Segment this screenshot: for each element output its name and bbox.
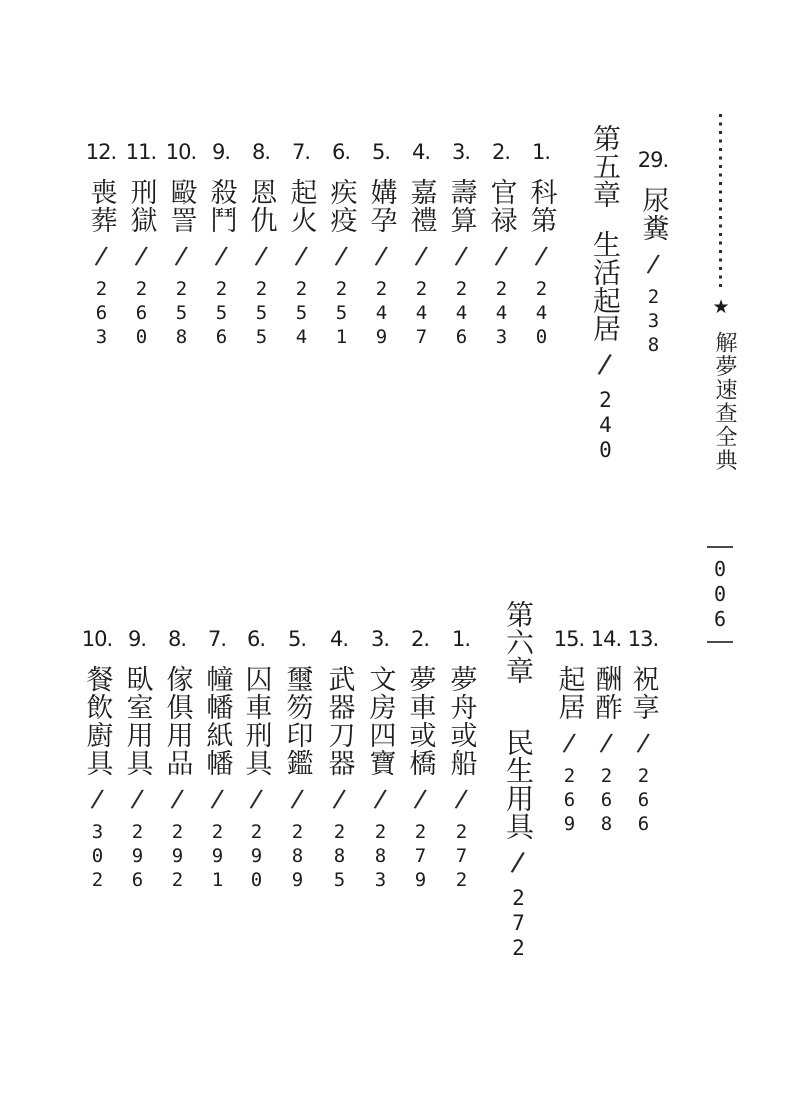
toc-item: [319, 140, 363, 350]
chapter-heading: [581, 124, 629, 463]
toc-item-page: 256: [210, 278, 233, 350]
toc-item-page: 238: [642, 286, 665, 358]
toc-item-page: 254: [290, 278, 313, 350]
toc-item: [317, 627, 361, 893]
toc-item-page: 302: [86, 821, 109, 893]
toc-item-number: 10.: [165, 140, 197, 164]
slash-separator: /: [213, 240, 229, 271]
toc-item-page: 243: [490, 278, 513, 350]
toc-item-page: 269: [558, 765, 581, 837]
toc-item-title: 壽算: [445, 178, 477, 234]
toc-item: [358, 627, 402, 893]
toc-item-title: 餐飲廚具: [81, 665, 113, 777]
slash-separator: /: [412, 783, 428, 814]
toc-item: [398, 627, 442, 893]
slash-separator: /: [133, 240, 149, 271]
slash-separator: /: [372, 783, 388, 814]
toc-item-page: 260: [130, 278, 153, 350]
slash-separator: /: [453, 783, 469, 814]
slash-separator: /: [331, 783, 347, 814]
slash-separator: /: [93, 240, 109, 271]
chapter-title: 民生用具: [502, 728, 535, 840]
toc-item-title: 嘉禮: [405, 178, 437, 234]
toc-item: [199, 140, 243, 350]
toc-item-number: 3.: [370, 627, 390, 651]
chapter-heading: [494, 600, 542, 961]
toc-item-title: 武器刀器: [323, 665, 355, 777]
toc-item-title: 殺鬥: [205, 178, 237, 234]
toc-item: [159, 140, 203, 350]
slash-separator: /: [645, 248, 661, 279]
slash-separator: /: [509, 846, 527, 879]
toc-item: [75, 627, 119, 893]
toc-item: [439, 627, 483, 893]
toc-item-number: 3.: [451, 140, 471, 164]
slash-separator: /: [248, 783, 264, 814]
toc-item-title: 刑獄: [125, 178, 157, 234]
toc-item-title: 恩仇: [245, 178, 277, 234]
slash-separator: /: [373, 240, 389, 271]
folio-dash-bottom: [707, 641, 733, 643]
slash-separator: /: [533, 240, 549, 271]
toc-item-title: 臥室用具: [121, 665, 153, 777]
toc-item-title: 祝享: [627, 665, 659, 721]
slash-separator: /: [89, 783, 105, 814]
toc-item-title: 夢舟或船: [445, 665, 477, 777]
toc-item-page: 249: [370, 278, 393, 350]
toc-item-number: 8.: [251, 140, 271, 164]
toc-item-number: 5.: [287, 627, 307, 651]
toc-item-title: 毆詈: [165, 178, 197, 234]
toc-item-page: 268: [595, 765, 618, 837]
slash-separator: /: [293, 240, 309, 271]
toc-item-page: 292: [166, 821, 189, 893]
toc-item-title: 官禄: [485, 178, 517, 234]
toc-item-page: 266: [632, 765, 655, 837]
chapter-page: 240: [593, 388, 618, 463]
slash-separator: /: [333, 240, 349, 271]
slash-separator: /: [289, 783, 305, 814]
toc-item-number: 14.: [590, 627, 622, 651]
star-icon: ★: [712, 296, 730, 318]
toc-item-number: 5.: [371, 140, 391, 164]
toc-item-title: 傢俱用品: [161, 665, 193, 777]
book-title: 解夢速查全典: [712, 331, 737, 472]
toc-item-page: 283: [369, 821, 392, 893]
chapter-label: 第五章: [589, 124, 622, 208]
toc-item-page: 246: [450, 278, 473, 350]
toc-item-page: 251: [330, 278, 353, 350]
toc-item-number: 9.: [211, 140, 231, 164]
toc-item-page: 247: [410, 278, 433, 350]
chapter-title: 生活起居: [589, 230, 622, 342]
chapter-page: 272: [506, 886, 531, 961]
slash-separator: /: [453, 240, 469, 271]
slash-separator: /: [129, 783, 145, 814]
toc-item-page: 255: [250, 278, 273, 350]
toc-item-page: 291: [206, 821, 229, 893]
folio-dash-top: [707, 546, 733, 548]
slash-separator: /: [173, 240, 189, 271]
toc-item-number: 4.: [411, 140, 431, 164]
toc-item: [195, 627, 239, 893]
chapter-label: 第六章: [502, 600, 535, 684]
toc-item-number: 9.: [127, 627, 147, 651]
toc-item-number: 2.: [410, 627, 430, 651]
slash-separator: /: [493, 240, 509, 271]
toc-item-title: 幢幡紙幡: [201, 665, 233, 777]
toc-item: [155, 627, 199, 893]
slash-separator: /: [169, 783, 185, 814]
toc-item-title: 尿糞: [637, 186, 669, 242]
toc-item-number: 10.: [81, 627, 113, 651]
slash-separator: /: [413, 240, 429, 271]
toc-item-title: 囚車刑具: [240, 665, 272, 777]
toc-item-title: 夢車或橋: [404, 665, 436, 777]
toc-item-title: 起火: [285, 178, 317, 234]
toc-item-page: 263: [90, 278, 113, 350]
toc-item-title: 科第: [525, 178, 557, 234]
dotted-leader-line: [719, 114, 722, 292]
toc-item-number: 13.: [627, 627, 659, 651]
toc-item-number: 2.: [491, 140, 511, 164]
toc-item-number: 6.: [246, 627, 266, 651]
toc-item-title: 文房四寶: [364, 665, 396, 777]
toc-item: [439, 140, 483, 350]
toc-item-page: 290: [245, 821, 268, 893]
toc-item-title: 璽笏印鑑: [281, 665, 313, 777]
toc-item-title: 疾疫: [325, 178, 357, 234]
slash-separator: /: [561, 727, 577, 758]
toc-item-title: 喪葬: [85, 178, 117, 234]
toc-item-number: 4.: [329, 627, 349, 651]
page-number: 006: [708, 557, 732, 632]
slash-separator: /: [635, 727, 651, 758]
toc-item: [399, 140, 443, 350]
slash-separator: /: [598, 727, 614, 758]
toc-item: [479, 140, 523, 350]
toc-item-title: 起居: [553, 665, 585, 721]
toc-item: [115, 627, 159, 893]
slash-separator: /: [253, 240, 269, 271]
toc-item: [79, 140, 123, 350]
toc-item: [279, 140, 323, 350]
toc-item-number: 11.: [125, 140, 157, 164]
toc-item: [631, 148, 675, 358]
toc-item: [119, 140, 163, 350]
toc-item: [547, 627, 591, 837]
toc-item-number: 12.: [85, 140, 117, 164]
toc-item-number: 6.: [331, 140, 351, 164]
toc-item-page: 240: [530, 278, 553, 350]
toc-item-number: 1.: [531, 140, 551, 164]
toc-item-page: 279: [409, 821, 432, 893]
folio: [703, 546, 737, 643]
toc-item-number: 29.: [637, 148, 669, 172]
toc-item-number: 1.: [451, 627, 471, 651]
slash-separator: /: [596, 348, 614, 381]
toc-item-number: 7.: [291, 140, 311, 164]
toc-item: [239, 140, 283, 350]
toc-item-page: 289: [286, 821, 309, 893]
toc-item: [359, 140, 403, 350]
toc-item-page: 272: [450, 821, 473, 893]
toc-item-page: 285: [328, 821, 351, 893]
toc-item-title: 酬酢: [590, 665, 622, 721]
toc-item: [275, 627, 319, 893]
toc-item-number: 8.: [167, 627, 187, 651]
toc-item-number: 15.: [553, 627, 585, 651]
toc-item: [234, 627, 278, 893]
toc-item-page: 296: [126, 821, 149, 893]
toc-item-title: 媾孕: [365, 178, 397, 234]
slash-separator: /: [209, 783, 225, 814]
toc-item-page: 258: [170, 278, 193, 350]
toc-item-number: 7.: [207, 627, 227, 651]
toc-item: [519, 140, 563, 350]
